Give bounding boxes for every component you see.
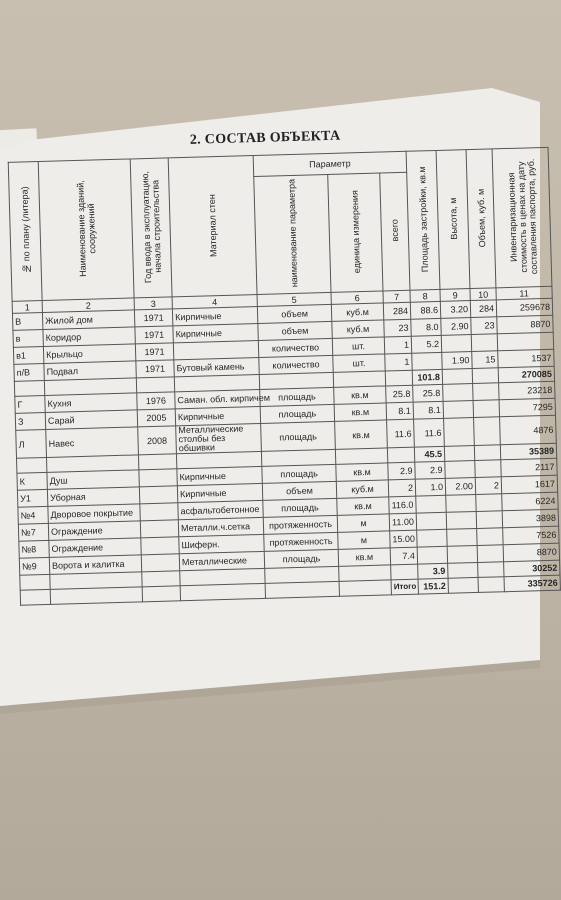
table-cell: количество — [258, 338, 332, 357]
table-cell: 259678 — [496, 298, 552, 317]
subtotal-cost: 35389 — [500, 443, 556, 460]
table-cell: 7.4 — [390, 547, 417, 565]
table-cell: Душ — [47, 470, 139, 490]
table-cell: Крыльцо — [43, 344, 135, 364]
table-cell — [416, 512, 446, 530]
table-cell: 5.2 — [411, 335, 441, 353]
subtotal-area: 151.2 — [418, 578, 448, 594]
table-cell: 1.0 — [415, 478, 445, 496]
table-cell: кв.м — [338, 548, 390, 566]
empty-cell — [448, 562, 478, 578]
table-cell: 1537 — [498, 349, 554, 368]
table-cell: в — [13, 330, 43, 348]
table-cell: площадь — [262, 464, 336, 483]
table-cell: 2.00 — [445, 477, 475, 495]
empty-cell — [339, 580, 391, 596]
empty-cell — [478, 577, 504, 593]
table-cell: 88.6 — [410, 301, 440, 319]
table-cell: 1971 — [134, 309, 172, 327]
table-cell: м — [337, 514, 389, 532]
table-cell: Навес — [46, 427, 139, 458]
table-cell: кв.м — [334, 386, 386, 404]
table-cell: Кухня — [45, 393, 137, 413]
header-cell: Год ввода в эксплуатацию, начала строительства — [130, 158, 172, 298]
table-cell: 3898 — [502, 509, 558, 528]
table-cell: 8870 — [503, 543, 559, 562]
table-cell: куб.м — [331, 303, 383, 321]
subtotal-area: 3.9 — [418, 563, 448, 579]
table-cell: 2 — [388, 479, 415, 497]
table-cell: Уборная — [47, 487, 139, 507]
header-cell: единица измерения — [328, 173, 383, 292]
table-cell: 7295 — [499, 398, 555, 417]
table-cell: 23218 — [499, 381, 555, 400]
table-cell: 2005 — [137, 409, 175, 427]
header-cell: Инвентаризационная стоимость в ценах на дату составления паспорта, руб. — [492, 147, 552, 288]
table-cell: К — [17, 472, 47, 490]
table-cell: 1 — [384, 336, 411, 354]
empty-cell — [391, 564, 418, 580]
empty-cell — [335, 448, 387, 464]
table-cell: Кирпичные — [172, 307, 257, 326]
subtotal-cost: 30252 — [504, 560, 560, 577]
column-number: 1 — [12, 301, 42, 314]
table-cell: Ограждение — [49, 538, 141, 558]
table-cell: 2.9 — [415, 461, 445, 479]
table-cell: Кирпичные — [175, 406, 260, 425]
table-cell — [446, 494, 476, 512]
table-cell: З — [15, 412, 45, 430]
empty-cell — [385, 370, 412, 386]
column-number: 10 — [470, 288, 496, 301]
table-cell: 2.9 — [388, 462, 415, 480]
table-cell: Саман. обл. кирпичем — [175, 389, 260, 408]
table-cell: №4 — [18, 506, 48, 524]
table-cell: Дворовое покрытие — [48, 504, 140, 524]
header-cell: Площадь застройки, кв.м — [406, 150, 440, 290]
table-cell: шт. — [333, 354, 385, 372]
table-cell — [445, 460, 475, 478]
column-number: 2 — [42, 298, 134, 313]
table-cell: Л — [16, 429, 47, 458]
table-cell — [476, 511, 502, 529]
header-cell: Наименование зданий, сооружений — [38, 159, 134, 301]
table-cell — [447, 545, 477, 563]
table-cell: в1 — [13, 346, 43, 364]
table-cell: площадь — [261, 421, 336, 451]
table-cell: м — [338, 531, 390, 549]
table-cell: 7526 — [503, 526, 559, 545]
table-cell: 8.1 — [413, 401, 443, 419]
table-cell: куб.м — [336, 480, 388, 498]
column-number: 9 — [440, 289, 470, 302]
table-cell — [444, 418, 475, 447]
table-cell — [140, 520, 178, 538]
table-cell: 4876 — [500, 415, 557, 445]
table-cell: 1617 — [501, 475, 557, 494]
table-cell — [441, 335, 471, 353]
table-cell: 2 — [475, 477, 501, 495]
column-number: 11 — [496, 286, 552, 300]
table-cell: 2.90 — [441, 318, 471, 336]
empty-cell — [14, 380, 44, 396]
table-cell — [474, 417, 501, 446]
table-cell: протяженность — [264, 532, 338, 551]
empty-cell — [387, 447, 414, 463]
table-cell: 3.20 — [440, 301, 470, 319]
table-cell — [447, 528, 477, 546]
header-cell: Объем, куб. м — [466, 149, 496, 289]
table-cell: 11.6 — [414, 418, 445, 447]
table-cell: 284 — [470, 300, 496, 318]
table-cell: площадь — [264, 549, 338, 568]
empty-cell — [138, 454, 176, 470]
table-cell: Коридор — [43, 327, 135, 347]
total-label: Итого — [391, 579, 418, 595]
table-cell: 8870 — [497, 315, 553, 334]
table-cell: 1971 — [135, 326, 173, 344]
table-cell: площадь — [260, 404, 334, 423]
table-cell: У1 — [17, 489, 47, 507]
table-cell: кв.м — [336, 463, 388, 481]
subtotal-area: 101.8 — [412, 369, 442, 385]
column-number: 5 — [257, 292, 331, 306]
empty-cell — [448, 577, 478, 593]
table-cell: 15.00 — [390, 530, 417, 548]
table-cell — [139, 469, 177, 487]
table-cell: площадь — [263, 498, 337, 517]
table-cell: Подвал — [44, 361, 136, 381]
table-cell: Жилой дом — [42, 310, 134, 330]
table-cell — [416, 495, 446, 513]
table-cell: Металлические столбы без обшивки — [176, 423, 262, 453]
table-cell — [473, 400, 499, 418]
header-cell: Высота, м — [436, 150, 470, 290]
table-cell — [139, 486, 177, 504]
column-number: 7 — [383, 290, 410, 303]
table-cell: 116.0 — [389, 496, 416, 514]
empty-cell — [333, 371, 385, 387]
table-cell: кв.м — [334, 403, 386, 421]
table-cell: 11.00 — [389, 513, 416, 531]
table-cell: Металлические — [179, 551, 264, 570]
table-cell: куб.м — [332, 320, 384, 338]
table-cell — [141, 537, 179, 555]
table-cell: 1 — [385, 353, 412, 371]
table-cell: Шиферн. — [179, 534, 264, 553]
table-cell — [446, 511, 476, 529]
table-cell: шт. — [332, 337, 384, 355]
subtotal-area: 45.5 — [414, 446, 444, 462]
document-title: 2. СОСТАВ ОБЪЕКТА — [189, 128, 341, 148]
table-cell — [473, 383, 499, 401]
table-cell: кв.м — [335, 420, 388, 449]
table-cell — [417, 546, 447, 564]
table-cell — [477, 528, 503, 546]
empty-cell — [136, 377, 174, 393]
table-cell: Кирпичные — [173, 323, 258, 342]
header-cell: № по плану (литера) — [8, 162, 42, 302]
subtotal-cost: 270085 — [498, 366, 554, 383]
table-cell: 2008 — [138, 426, 177, 455]
subtotal-cost: 335726 — [504, 575, 560, 592]
table-cell — [476, 494, 502, 512]
column-number: 6 — [331, 291, 383, 304]
table-cell: 8.0 — [411, 318, 441, 336]
table-cell: площадь — [260, 387, 334, 406]
table-cell: 1.90 — [442, 352, 472, 370]
table-cell: 1976 — [137, 392, 175, 410]
header-cell: наименование параметра — [254, 175, 331, 295]
table-cell: п/В — [14, 363, 44, 381]
document-content — [4, 85, 558, 605]
table-cell: объем — [257, 304, 331, 323]
table-cell — [141, 554, 179, 572]
empty-cell — [444, 446, 474, 462]
empty-cell — [339, 565, 391, 581]
table-cell: протяженность — [263, 515, 337, 534]
table-cell: 23 — [384, 319, 411, 337]
header-cell: всего — [380, 172, 410, 291]
table-cell: кв.м — [337, 497, 389, 515]
table-cell: В — [12, 313, 42, 331]
table-cell — [443, 384, 473, 402]
empty-cell — [142, 571, 180, 587]
empty-cell — [478, 562, 504, 578]
table-cell — [412, 352, 442, 370]
table-cell — [471, 334, 497, 352]
empty-cell — [142, 586, 180, 602]
empty-cell — [474, 445, 500, 461]
object-composition-table — [8, 147, 561, 606]
table-cell: Ограждение — [48, 521, 140, 541]
empty-cell — [17, 457, 47, 473]
table-cell: Сарай — [45, 410, 137, 430]
table-cell: объем — [258, 321, 332, 340]
empty-cell — [442, 369, 472, 385]
table-cell: Г — [15, 395, 45, 413]
empty-cell — [472, 368, 498, 384]
table-cell: 1971 — [136, 360, 174, 378]
table-cell: 8.1 — [386, 402, 413, 420]
empty-cell — [20, 574, 50, 590]
table-cell: Кирпичные — [177, 483, 262, 502]
table-cell — [477, 545, 503, 563]
table-cell: 23 — [471, 317, 497, 335]
table-cell: 1971 — [135, 343, 173, 361]
table-cell — [497, 332, 553, 351]
table-cell: №8 — [19, 540, 49, 558]
table-cell: количество — [259, 355, 333, 374]
table-cell — [443, 401, 473, 419]
empty-cell — [265, 581, 339, 598]
table-cell: 2117 — [501, 458, 557, 477]
table-cell: №9 — [19, 557, 49, 575]
table-cell — [417, 529, 447, 547]
table-cell: №7 — [18, 523, 48, 541]
empty-cell — [20, 589, 50, 605]
column-number: 8 — [410, 289, 440, 302]
column-number: 4 — [172, 295, 257, 309]
table-cell: Металли.ч.сетка — [178, 517, 263, 536]
table-cell: 11.6 — [387, 419, 415, 448]
table-cell: объем — [262, 481, 336, 500]
table-cell — [475, 460, 501, 478]
parameter-group-header: Параметр — [253, 151, 407, 176]
table-cell — [140, 503, 178, 521]
empty-cell — [180, 583, 265, 600]
table-cell: асфальтобетонное — [178, 500, 263, 519]
table-cell: Кирпичные — [177, 466, 262, 485]
table-cell: 25.8 — [413, 384, 443, 402]
column-number: 3 — [134, 297, 172, 310]
table-cell: 25.8 — [386, 385, 413, 403]
table-cell: Ворота и калитка — [49, 555, 141, 575]
empty-cell — [50, 587, 142, 605]
table-cell: 6224 — [502, 492, 558, 511]
table-cell: 284 — [383, 302, 410, 320]
table-cell: Бутовый камень — [174, 357, 259, 376]
table-cell: 15 — [472, 351, 498, 369]
header-cell: Материал стен — [168, 156, 257, 297]
